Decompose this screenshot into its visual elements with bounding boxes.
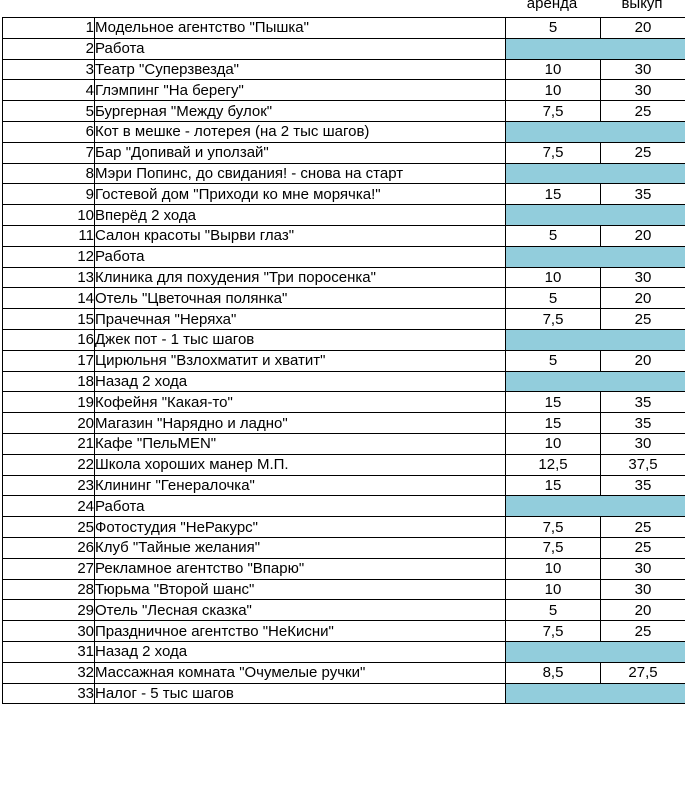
cell-name[interactable]: Тюрьма "Второй шанс" [95,579,506,600]
cell-buy[interactable]: 35 [601,413,685,434]
cell-buy[interactable] [601,641,685,662]
cell-buy[interactable]: 25 [601,101,685,122]
table-row [3,18,685,39]
cell-name[interactable]: Вперёд 2 хода [95,205,506,226]
cell-name[interactable]: Кофейня "Какая-то" [95,392,506,413]
cell-buy[interactable]: 35 [601,392,685,413]
cell-buy[interactable]: 20 [601,225,685,246]
cell-name[interactable]: Работа [95,496,506,517]
cell-rent[interactable]: 7,5 [506,537,601,558]
table-row [3,101,685,122]
cell-number[interactable]: 2 [3,38,95,59]
cell-number[interactable]: 12 [3,246,95,267]
cell-name[interactable]: Бар "Допивай и уползай" [95,142,506,163]
cell-buy[interactable]: 30 [601,558,685,579]
table-row [3,433,685,454]
cell-number[interactable]: 5 [3,101,95,122]
table-row [3,413,685,434]
cell-rent[interactable]: 8,5 [506,662,601,683]
table-row [3,225,685,246]
buy-column-header: выкуп [621,0,663,12]
cell-number[interactable]: 19 [3,392,95,413]
cell-rent[interactable] [506,371,601,392]
cell-buy[interactable]: 25 [601,309,685,330]
cell-name[interactable]: Рекламное агентство "Впарю" [95,558,506,579]
cell-number[interactable]: 1 [3,18,95,39]
table-row [3,38,685,59]
cell-number[interactable]: 6 [3,121,95,142]
table-row [3,163,685,184]
cell-name[interactable]: Магазин "Нарядно и ладно" [95,413,506,434]
cell-buy[interactable] [601,38,685,59]
cell-buy[interactable] [601,121,685,142]
table-row [3,517,685,538]
cell-name[interactable]: Клуб "Тайные желания" [95,537,506,558]
cell-name[interactable]: Клининг "Генералочка" [95,475,506,496]
cell-buy[interactable] [601,683,685,704]
cell-number[interactable]: 9 [3,184,95,205]
cell-number[interactable]: 8 [3,163,95,184]
table-row [3,80,685,101]
cell-name[interactable]: Мэри Попинс, до свидания! - снова на старт [95,163,506,184]
cell-name[interactable]: Назад 2 хода [95,641,506,662]
cell-rent[interactable]: 15 [506,413,601,434]
cell-name[interactable]: Джек пот - 1 тыс шагов [95,329,506,350]
cell-name[interactable]: Назад 2 хода [95,371,506,392]
cell-name[interactable]: Работа [95,38,506,59]
cell-rent[interactable] [506,641,601,662]
rent-column-header: аренда [526,0,578,12]
column-header-row [0,0,685,18]
cell-rent[interactable]: 5 [506,600,601,621]
cell-number[interactable]: 31 [3,641,95,662]
table-row [3,59,685,80]
table-row [3,121,685,142]
cell-name[interactable]: Бургерная "Между булок" [95,101,506,122]
cell-name[interactable]: Цирюльня "Взлохматит и хватит" [95,350,506,371]
cell-buy[interactable] [601,496,685,517]
cell-rent[interactable] [506,205,601,226]
cell-number[interactable]: 15 [3,309,95,330]
cell-number[interactable]: 28 [3,579,95,600]
cell-rent[interactable] [506,121,601,142]
cell-rent[interactable]: 7,5 [506,621,601,642]
cell-number[interactable]: 11 [3,225,95,246]
cell-number[interactable]: 27 [3,558,95,579]
board-cells-body [3,18,685,704]
cell-name[interactable]: Массажная комната "Очумелые ручки" [95,662,506,683]
cell-rent[interactable]: 12,5 [506,454,601,475]
cell-number[interactable]: 21 [3,433,95,454]
cell-number[interactable]: 13 [3,267,95,288]
cell-name[interactable]: Прачечная "Неряха" [95,309,506,330]
cell-number[interactable]: 20 [3,413,95,434]
table-row [3,496,685,517]
cell-buy[interactable]: 25 [601,621,685,642]
cell-buy[interactable] [601,371,685,392]
cell-buy[interactable]: 20 [601,18,685,39]
cell-buy[interactable] [601,163,685,184]
cell-rent[interactable]: 5 [506,288,601,309]
cell-buy[interactable]: 37,5 [601,454,685,475]
cell-rent[interactable]: 5 [506,350,601,371]
cell-buy[interactable] [601,205,685,226]
table-row [3,288,685,309]
cell-rent[interactable]: 7,5 [506,517,601,538]
cell-name[interactable]: Кафе "ПельMEN" [95,433,506,454]
cell-name[interactable]: Салон красоты "Вырви глаз" [95,225,506,246]
cell-name[interactable]: Праздничное агентство "НеКисни" [95,621,506,642]
table-row [3,579,685,600]
cell-name[interactable]: Налог - 5 тыс шагов [95,683,506,704]
cell-number[interactable]: 26 [3,537,95,558]
cell-number[interactable]: 30 [3,621,95,642]
cell-number[interactable]: 23 [3,475,95,496]
cell-rent[interactable]: 10 [506,59,601,80]
cell-rent[interactable]: 5 [506,18,601,39]
cell-rent[interactable]: 10 [506,80,601,101]
table-row [3,454,685,475]
cell-rent[interactable]: 7,5 [506,101,601,122]
cell-buy[interactable]: 27,5 [601,662,685,683]
cell-rent[interactable]: 10 [506,579,601,600]
cell-number[interactable]: 29 [3,600,95,621]
cell-rent[interactable]: 5 [506,225,601,246]
cell-rent[interactable] [506,496,601,517]
cell-buy[interactable]: 25 [601,537,685,558]
cell-name[interactable]: Фотостудия "НеРакурс" [95,517,506,538]
board-cells-table [2,17,685,704]
cell-buy[interactable]: 30 [601,579,685,600]
cell-buy[interactable]: 20 [601,600,685,621]
cell-name[interactable]: Отель "Лесная сказка" [95,600,506,621]
cell-name[interactable]: Гостевой дом "Приходи ко мне морячка!" [95,184,506,205]
cell-number[interactable]: 32 [3,662,95,683]
cell-rent[interactable]: 10 [506,267,601,288]
cell-buy[interactable]: 30 [601,433,685,454]
cell-number[interactable]: 16 [3,329,95,350]
cell-name[interactable]: Работа [95,246,506,267]
cell-rent[interactable]: 15 [506,392,601,413]
cell-buy[interactable] [601,246,685,267]
cell-rent[interactable]: 10 [506,558,601,579]
cell-number[interactable]: 33 [3,683,95,704]
cell-buy[interactable]: 25 [601,517,685,538]
cell-name[interactable]: Клиника для похудения "Три поросенка" [95,267,506,288]
cell-buy[interactable]: 25 [601,142,685,163]
table-row [3,267,685,288]
cell-number[interactable]: 25 [3,517,95,538]
table-row [3,641,685,662]
cell-name[interactable]: Модельное агентство "Пышка" [95,18,506,39]
table-row [3,683,685,704]
table-row [3,662,685,683]
cell-buy[interactable]: 35 [601,184,685,205]
cell-number[interactable]: 3 [3,59,95,80]
table-row [3,329,685,350]
table-row [3,142,685,163]
table-row [3,600,685,621]
table-row [3,246,685,267]
table-row [3,392,685,413]
cell-buy[interactable]: 20 [601,288,685,309]
cell-rent[interactable] [506,163,601,184]
cell-name[interactable]: Глэмпинг "На берегу" [95,80,506,101]
table-row [3,558,685,579]
table-row [3,184,685,205]
table-row [3,309,685,330]
cell-rent[interactable]: 15 [506,475,601,496]
table-row [3,475,685,496]
cell-number[interactable]: 17 [3,350,95,371]
cell-name[interactable]: Кот в мешке - лотерея (на 2 тыс шагов) [95,121,506,142]
cell-rent[interactable] [506,246,601,267]
cell-buy[interactable]: 30 [601,59,685,80]
cell-buy[interactable]: 35 [601,475,685,496]
cell-buy[interactable]: 20 [601,350,685,371]
cell-name[interactable]: Театр "Суперзвезда" [95,59,506,80]
cell-rent[interactable] [506,38,601,59]
cell-name[interactable]: Школа хороших манер М.П. [95,454,506,475]
table-row [3,205,685,226]
table-row [3,537,685,558]
cell-rent[interactable] [506,683,601,704]
cell-name[interactable]: Отель "Цветочная полянка" [95,288,506,309]
cell-buy[interactable] [601,329,685,350]
cell-number[interactable]: 24 [3,496,95,517]
cell-number[interactable]: 4 [3,80,95,101]
table-row [3,350,685,371]
cell-rent[interactable] [506,329,601,350]
cell-number[interactable]: 10 [3,205,95,226]
cell-number[interactable]: 14 [3,288,95,309]
cell-rent[interactable]: 10 [506,433,601,454]
cell-rent[interactable]: 7,5 [506,309,601,330]
cell-number[interactable]: 7 [3,142,95,163]
cell-number[interactable]: 22 [3,454,95,475]
cell-number[interactable]: 18 [3,371,95,392]
cell-rent[interactable]: 7,5 [506,142,601,163]
cell-buy[interactable]: 30 [601,80,685,101]
cell-buy[interactable]: 30 [601,267,685,288]
table-row [3,371,685,392]
table-row [3,621,685,642]
cell-rent[interactable]: 15 [506,184,601,205]
